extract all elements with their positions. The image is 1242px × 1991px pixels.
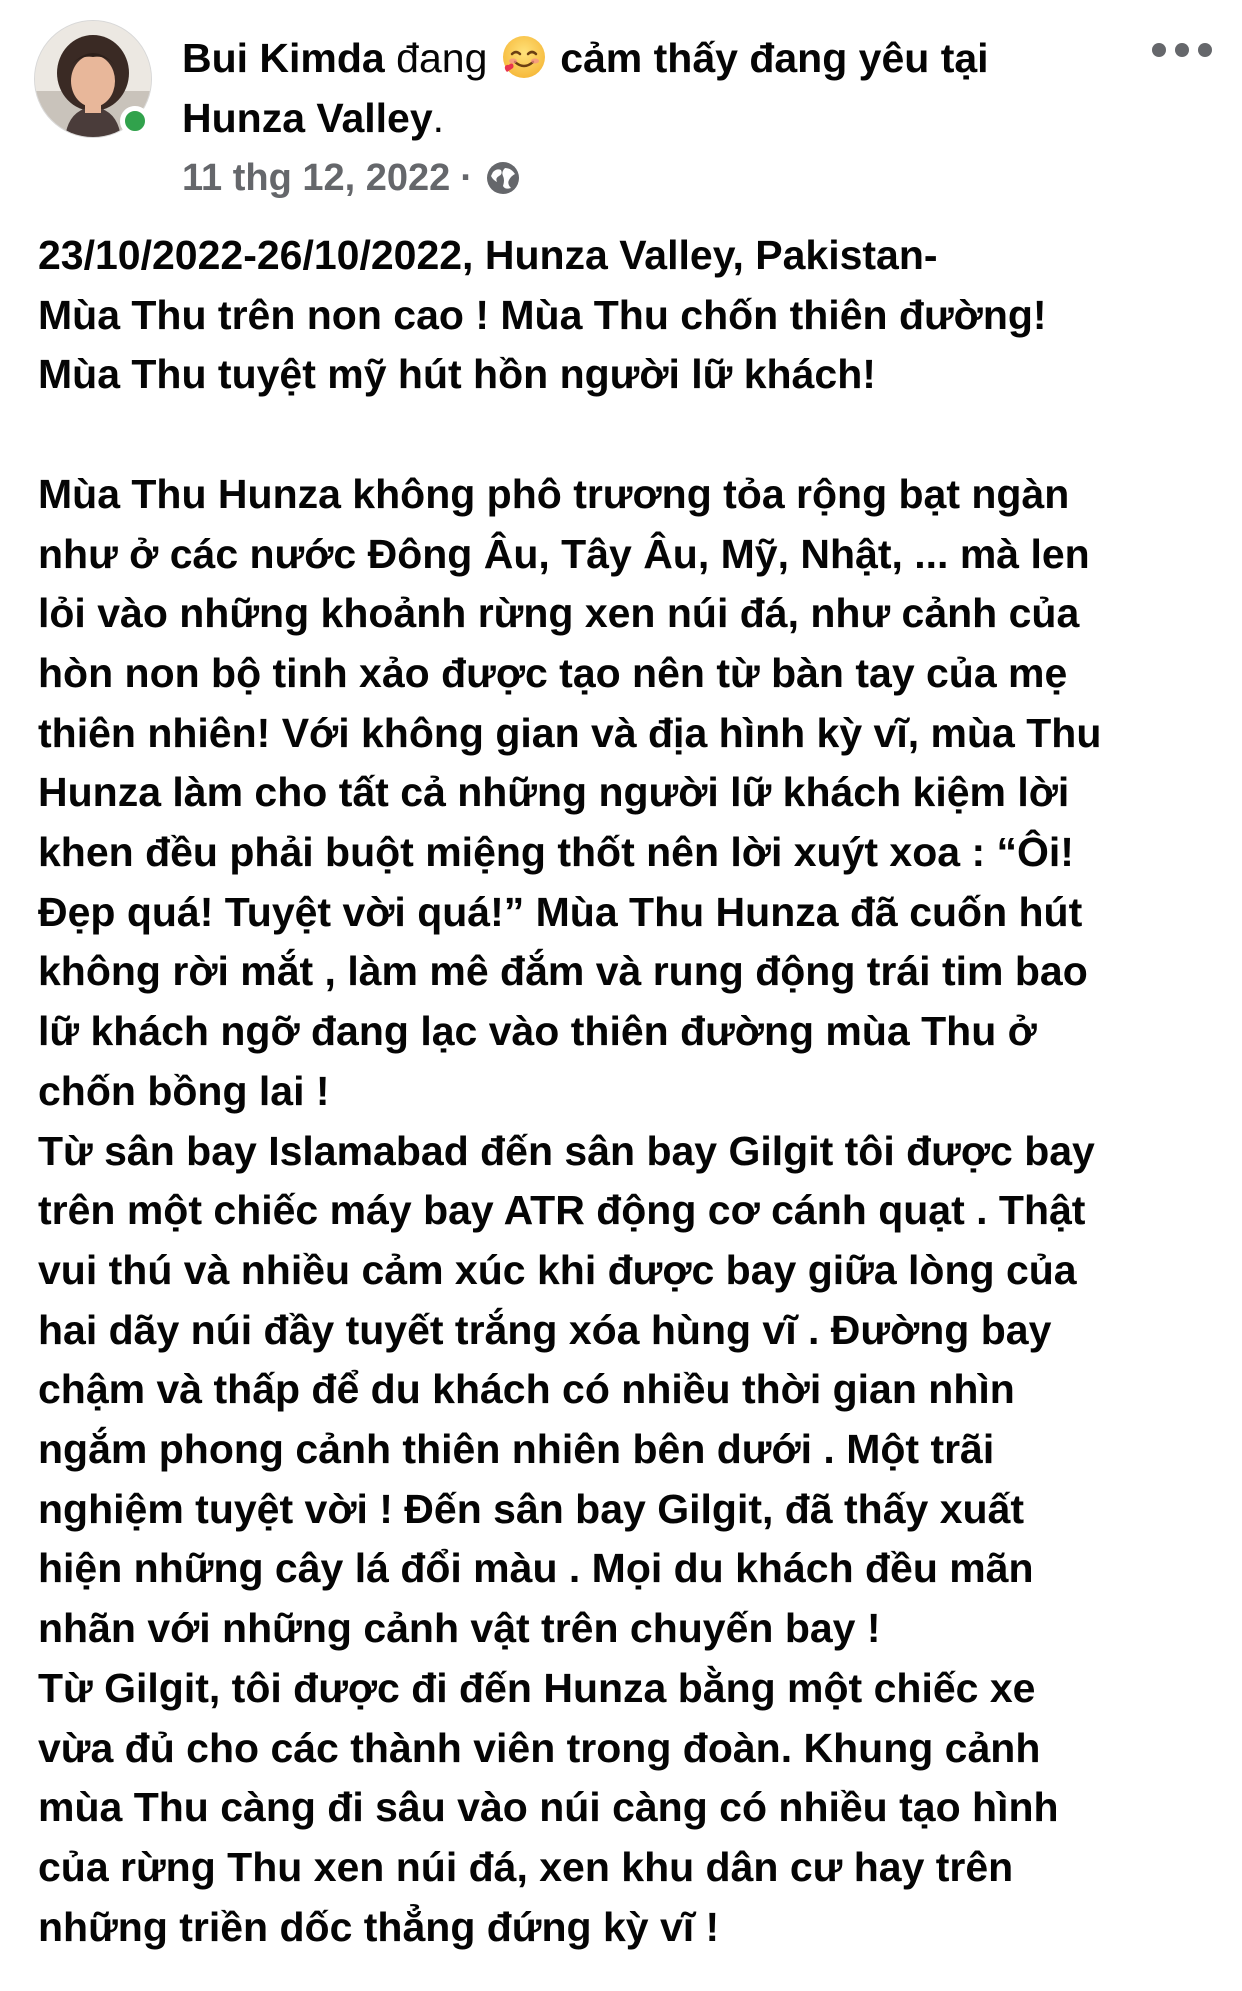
post-text-line: hai dãy núi đầy tuyết trắng xóa hùng vĩ . Đường bay [38,1306,1052,1353]
post-text-line: vừa đủ cho các thành viên trong đoàn. Khung cảnh [38,1724,1041,1771]
blank-line [38,405,1218,465]
post-text-line: Đẹp quá! Tuyệt vời quá!” Mùa Thu Hunza đã cuốn hút [38,888,1083,935]
post-text-line: hòn non bộ tinh xảo được tạo nên từ bàn tay của mẹ [38,649,1068,696]
post-text-line: không rời mắt , làm mê đắm và rung động trái tim bao [38,948,1088,995]
post-text-line: lữ khách ngỡ đang lạc vào thiên đường mùa Thu ở [38,1008,1037,1055]
post-text-line: khen đều phải buột miệng thốt nên lời xuýt xoa : “Ôi! [38,829,1074,876]
meta-separator: · [460,156,473,199]
online-status-dot [120,106,150,136]
post-text-line: Mùa Thu tuyệt mỹ hút hồn người lữ khách! [38,351,876,398]
post-text-line: chốn bồng lai ! [38,1067,330,1114]
post-text-line: lỏi vào những khoảnh rừng xen núi đá, như cảnh của [38,590,1080,637]
post-text-line: nghiệm tuyệt vời ! Đến sân bay Gilgit, đã thấy xuất [38,1485,1025,1532]
more-dot [1152,43,1166,57]
post-text-line: những triền dốc thẳng đứng kỳ vĩ ! [38,1903,720,1950]
post-text-line: Hunza làm cho tất cả những người lữ khách kiệm lời [38,769,1070,816]
post-text-line: nhãn với những cảnh vật trên chuyến bay ! [38,1605,881,1652]
post-text-line: trên một chiếc máy bay ATR động cơ cánh quạt . Thật [38,1187,1086,1234]
post-text-line: Mùa Thu trên non cao ! Mùa Thu chốn thiên đường! [38,291,1047,338]
globe-icon[interactable] [483,158,523,198]
post-text-line: Từ Gilgit, tôi được đi đến Hunza bằng một chiếc xe [38,1664,1036,1711]
post-text-line: hiện những cây lá đổi màu . Mọi du khách đều mãn [38,1545,1034,1592]
post-text-line: như ở các nước Đông Âu, Tây Âu, Mỹ, Nhật, ... mà len [38,530,1090,577]
smiling-face-with-heart-icon [501,34,547,80]
post-date[interactable]: 11 thg 12, 2022 [182,156,451,199]
post-meta [182,150,523,206]
post-text-line: ngắm phong cảnh thiên nhiên bên dưới . Một trãi [38,1426,995,1473]
status-prefix: đang [396,35,488,81]
post-text-line: thiên nhiên! Với không gian và địa hình kỳ vĩ, mùa Thu [38,709,1102,756]
location-link[interactable]: Hunza Valley [182,95,433,141]
post-text-line: chậm và thấp để du khách có nhiều thời gian nhìn [38,1366,1015,1413]
post-header [182,28,1082,148]
location-suffix: . [432,95,445,141]
more-options-button[interactable] [1152,30,1212,70]
more-dot [1175,43,1189,57]
feeling-text: cảm thấy đang yêu tại [560,35,989,81]
post-text-line: vui thú và nhiều cảm xúc khi được bay giữa lòng của [38,1246,1077,1293]
avatar[interactable] [34,20,154,140]
post-text-line: Từ sân bay Islamabad đến sân bay Gilgit tôi được bay [38,1127,1095,1174]
post-text-line: của rừng Thu xen núi đá, xen khu dân cư hay trên [38,1843,1014,1890]
post-text-line: Mùa Thu Hunza không phô trương tỏa rộng bạt ngàn [38,470,1070,517]
post-body [38,226,1218,1957]
more-dot [1198,43,1212,57]
post-text-line: 23/10/2022-26/10/2022, Hunza Valley, Pakistan- [38,232,938,278]
author-name[interactable]: Bui Kimda [182,35,385,81]
post-text-line: mùa Thu càng đi sâu vào núi càng có nhiều tạo hình [38,1784,1059,1831]
